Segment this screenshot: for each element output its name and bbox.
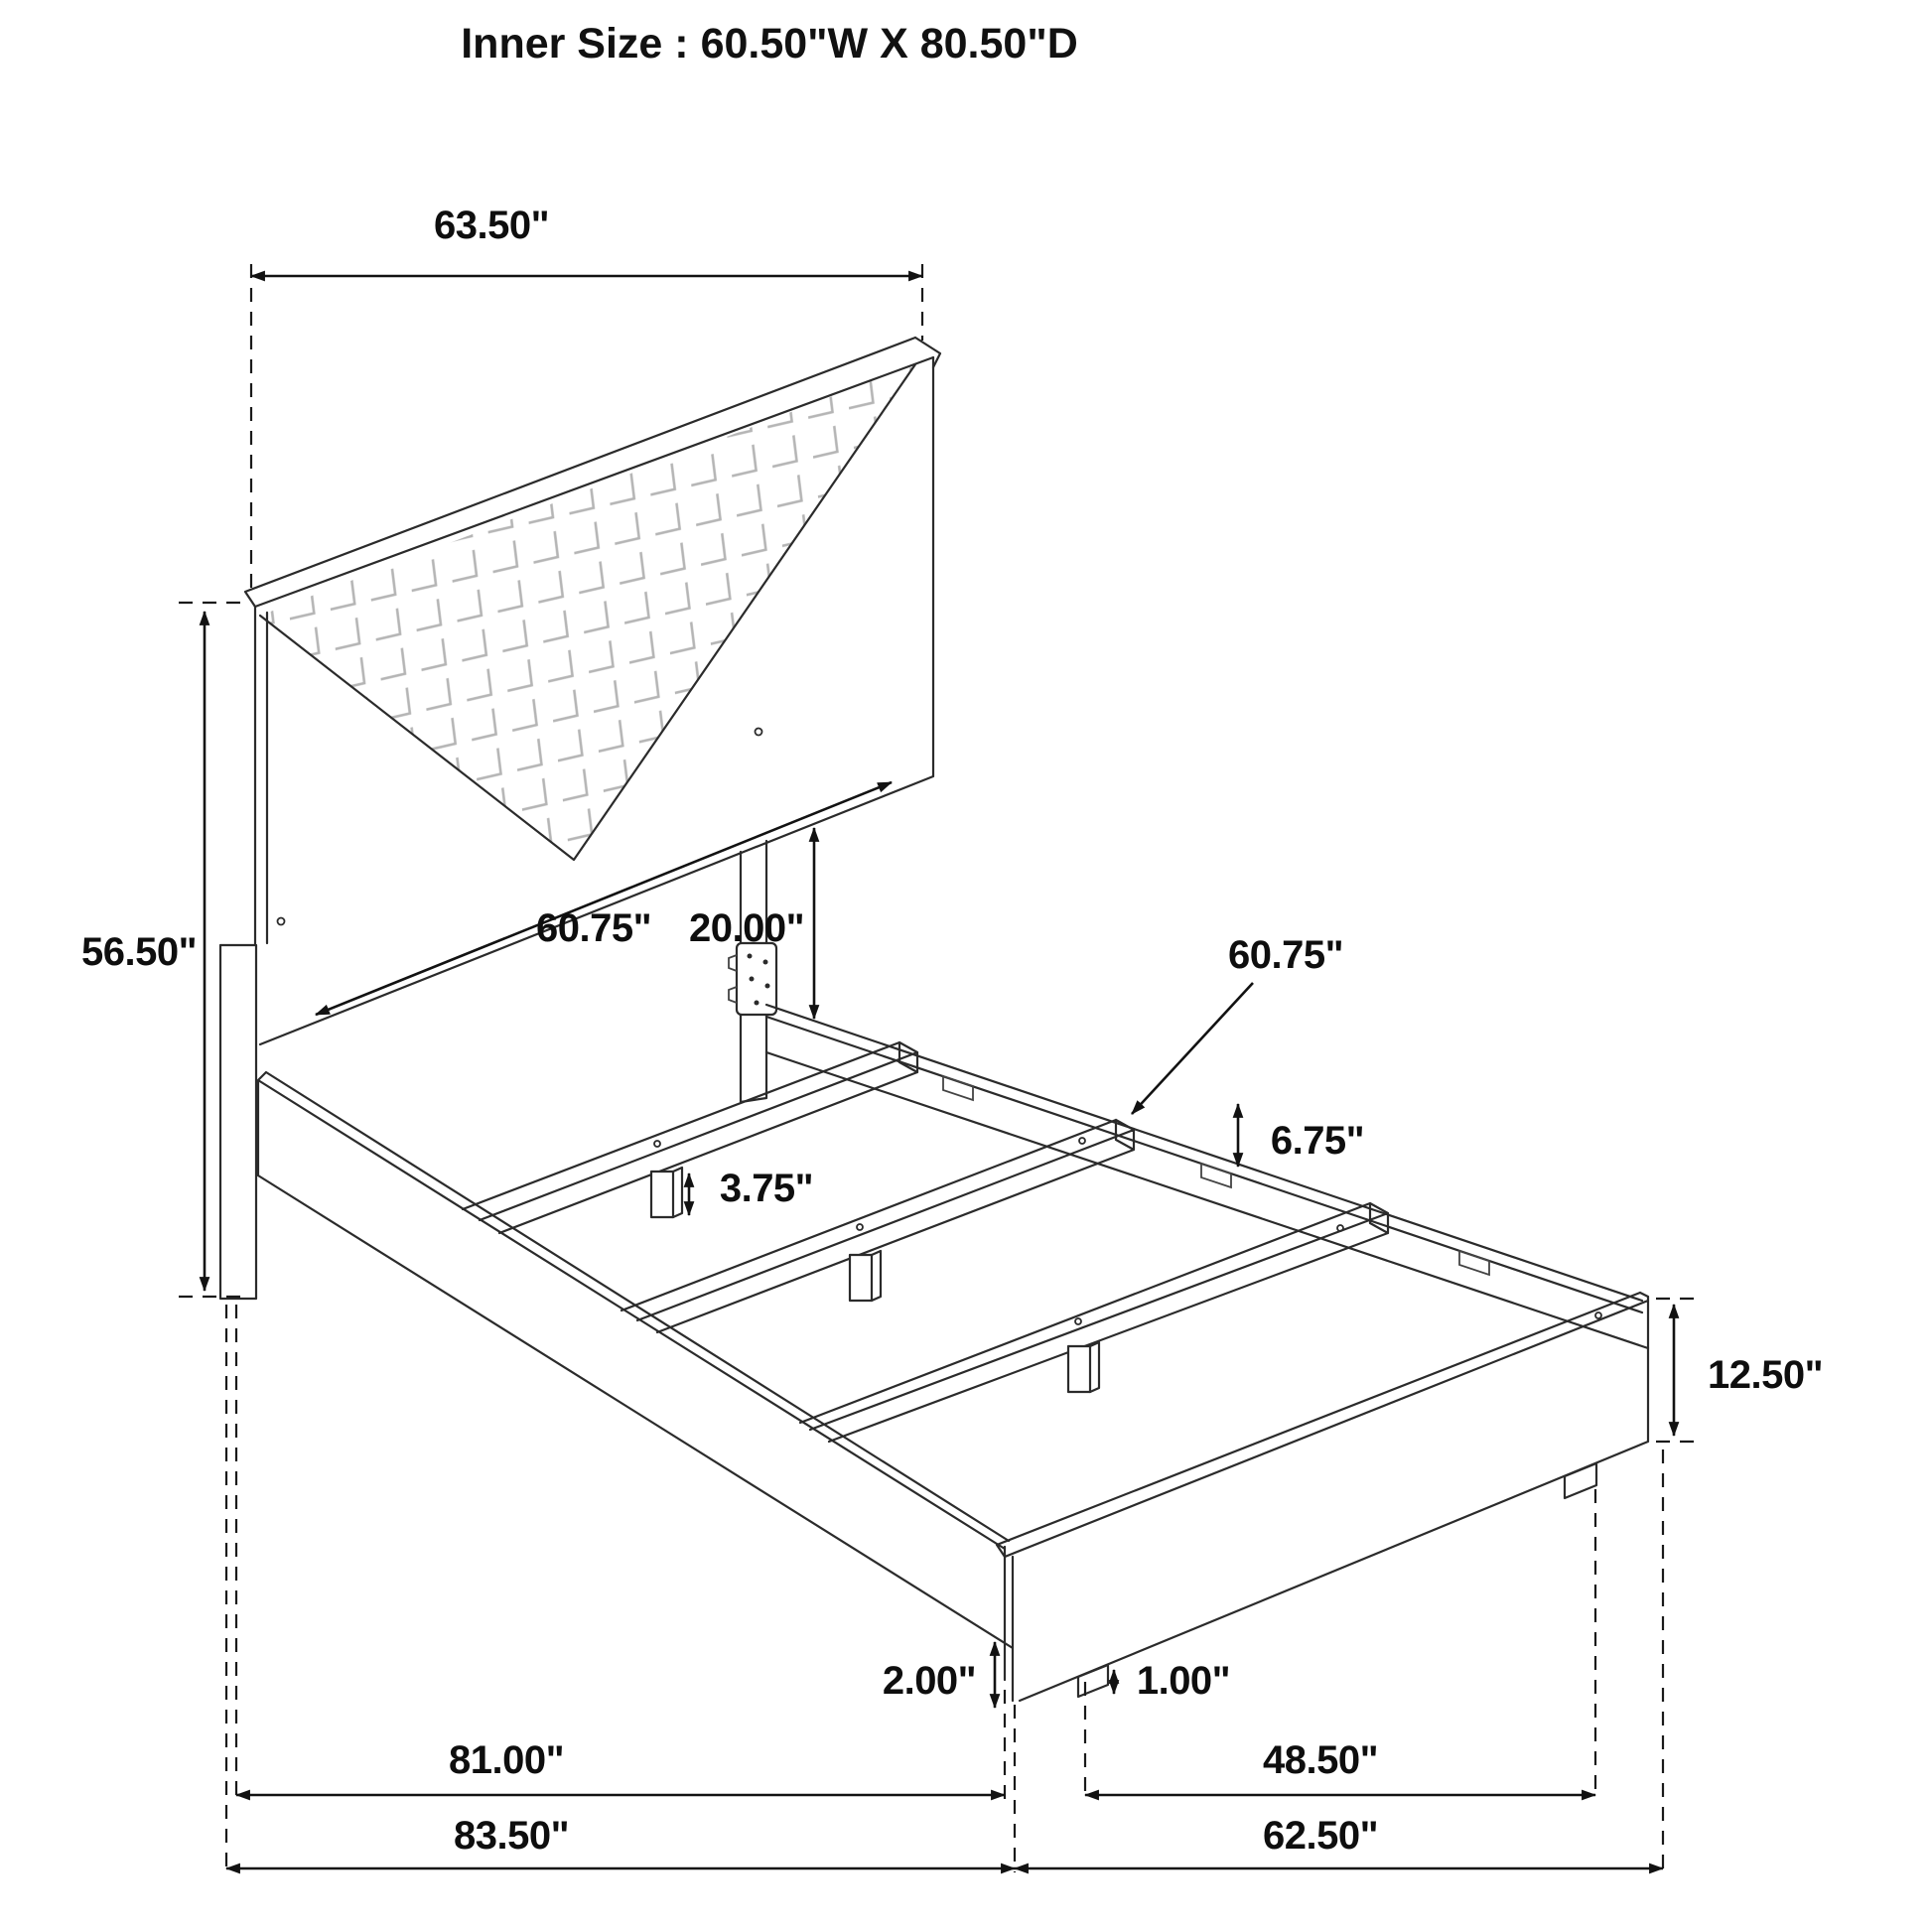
dim-headboard-height-label: 56.50"	[80, 930, 198, 974]
footboard	[997, 1293, 1648, 1701]
dim-slat-leg-height-label: 3.75"	[719, 1167, 814, 1210]
slat-leg-3-side	[1090, 1342, 1099, 1392]
dim-footboard-height-label: 12.50"	[1707, 1353, 1824, 1397]
rail-bracket	[729, 943, 776, 1015]
dim-panel-width-label: 60.75"	[535, 906, 652, 950]
dim-side-rail-length-label: 81.00"	[448, 1738, 565, 1782]
bracket-hole	[763, 960, 768, 965]
dim-slat-length-label: 60.75"	[1227, 933, 1344, 977]
slat-leg-2	[850, 1255, 872, 1301]
right-rail-slat-pockets	[943, 1076, 1489, 1275]
title: Inner Size : 60.50"W X 80.50"D	[461, 20, 1078, 68]
dim-panel-to-rail-label: 20.00"	[688, 906, 805, 950]
headboard-left-leg	[220, 945, 256, 1299]
extension-lines	[179, 264, 1696, 1872]
headboard-screw-hole-right	[756, 729, 762, 736]
slat-2	[621, 1120, 1134, 1332]
dim-leader-slat-length	[1132, 983, 1253, 1114]
slat-leg-1-side	[673, 1168, 682, 1217]
bracket-hole	[755, 1001, 759, 1006]
dim-slat-to-rail-label: 6.75"	[1270, 1119, 1365, 1163]
dim-foot-spacing-label: 48.50"	[1262, 1738, 1379, 1782]
right-rail-hole	[1595, 1312, 1601, 1318]
dim-overall-length-label: 83.50"	[453, 1814, 570, 1858]
bracket-hole	[750, 977, 755, 982]
slat-leg-2-side	[872, 1251, 881, 1301]
dim-rail-clearance-label: 2.00"	[882, 1659, 977, 1703]
slat-leg-3	[1068, 1346, 1090, 1392]
slat-leg-1	[651, 1172, 673, 1217]
support-slats	[463, 1042, 1388, 1442]
bracket-hole	[765, 984, 770, 989]
dim-foot-clearance-label: 1.00"	[1136, 1659, 1231, 1703]
rail-bracket-hooks	[729, 955, 737, 1003]
dim-headboard-width-label: 63.50"	[433, 204, 550, 247]
right-rail-hole	[1079, 1138, 1085, 1144]
slat-3	[800, 1203, 1388, 1442]
bracket-hole	[748, 954, 753, 959]
slat-screw-hole	[654, 1141, 660, 1147]
slat-screw-hole	[857, 1224, 863, 1230]
slat-screw-hole	[1075, 1318, 1081, 1324]
left-side-rail	[258, 1072, 1013, 1701]
headboard-screw-hole-left	[278, 918, 285, 925]
dim-overall-width-label: 62.50"	[1262, 1814, 1379, 1858]
headboard-quilt-pattern	[260, 364, 915, 860]
